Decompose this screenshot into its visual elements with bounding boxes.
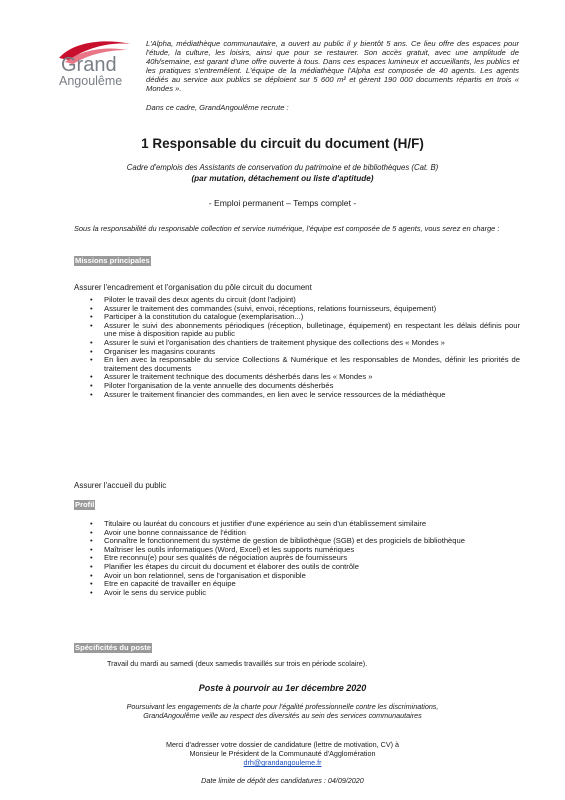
section-heading-specificites: Spécificités du poste	[75, 643, 151, 652]
section-heading-profil: Profil	[75, 500, 95, 509]
grandangouleme-logo	[55, 36, 137, 102]
missions-encadrement-heading: Assurer l'encadrement et l'organisation du pôle circuit du document	[74, 283, 312, 292]
equality-charter: Poursuivant les engagements de la charte pour l'égalité professionnelle contre les discriminations, GrandAngoulême veille au respect des diversités au sein des services communautaires	[126, 702, 439, 720]
bullet-icon: •	[90, 536, 93, 546]
list-item: • En lien avec la responsable du service Collections & Numérique et les responsables de Mondes, définir les priorités de traitement des documents	[90, 355, 520, 373]
bullet-icon: •	[90, 346, 93, 356]
bullet-icon: •	[90, 544, 93, 554]
email-link[interactable]: drh@grandangouleme.fr	[243, 758, 322, 767]
list-item: • Assurer le traitement technique des documents désherbés dans les « Mondes »	[90, 372, 373, 382]
bullet-icon: •	[90, 519, 93, 528]
bullet-icon: •	[90, 295, 93, 304]
bullet-icon: •	[90, 320, 93, 330]
bullet-icon: •	[90, 312, 93, 322]
list-item: • Titulaire ou lauréat du concours et justifier d'une expérience au sein d'un établissement similaire	[90, 519, 427, 528]
recruitment-mode-line: (par mutation, détachement ou liste d'aptitude)	[191, 174, 374, 183]
specificites-text: Travail du mardi au samedi (deux samedis travaillés sur trois en période scolaire).	[107, 659, 368, 668]
list-item: • Assurer le suivi et l'organisation des chantiers de traitement physique des collections des « Mondes »	[90, 337, 445, 347]
bullet-icon: •	[90, 389, 93, 399]
bullet-icon: •	[90, 380, 93, 390]
bullet-icon: •	[90, 372, 93, 382]
bullet-icon: •	[90, 337, 93, 347]
list-item: • Planifier les étapes du circuit du document et élaborer des outils de contrôle	[90, 561, 359, 571]
list-item: • Organiser les magasins courants	[90, 346, 216, 356]
list-item: • Participer à la constitution du catalogue (exemplarisation...)	[90, 312, 304, 322]
missions-list	[90, 296, 520, 399]
bullet-icon: •	[90, 579, 93, 589]
bullet-icon: •	[90, 355, 93, 365]
list-item: • Assurer le suivi des abonnements périodiques (réception, bulletinage, équipement) en respectant les délais définis pour une mise à disposition rapide au public	[90, 320, 520, 339]
profil-list	[90, 520, 520, 597]
logo-text-grand: Grand	[61, 54, 117, 76]
bullet-icon: •	[90, 587, 93, 597]
intro-paragraph: L'Alpha, médiathèque communautaire, a ouvert au public il y bientôt 5 ans. Ce lieu offre des espaces pour l'étude, la culture, les loisirs, ainsi que pour se restaurer. Son accès gratuit, avec une amplitude de 40h/semaine, est garant d'une offre ouverte à tous. Dans ces espaces lumineux et accueillants, les publics et les pratiques s'entremêlent. L'équipe de la médiathèque l'Alpha est composée de 40 agents. Les agents dédiés au service aux publics se déploient sur 5 600 m² et gèrent 190 000 documents répartis en trois « Mondes ».	[146, 39, 519, 93]
list-item: • Piloter le travail des deux agents du circuit (dont l'adjoint)	[90, 295, 296, 304]
page-title: 1 Responsable du circuit du document (H/F)	[141, 136, 424, 151]
list-item: • Assurer le traitement des commandes (suivi, envoi, réceptions, relations fournisseurs, équipement)	[90, 303, 437, 313]
list-item: • Connaître le fonctionnement du système de gestion de bibliothèque (SGB) et des progiciels de bibliothèque	[90, 536, 465, 546]
application-contact: Merci d'adresser votre dossier de candidature (lettre de motivation, CV) à Monsieur le Président de la Communauté d'Agglomération drh@grandangouleme.fr	[165, 740, 400, 767]
list-item: • Piloter l'organisation de la vente annuelle des documents désherbés	[90, 380, 334, 390]
bullet-icon: •	[90, 561, 93, 571]
list-item: • Avoir un bon relationnel, sens de l'organisation et disponible	[90, 570, 306, 580]
intro-recruit-line: Dans ce cadre, GrandAngoulême recrute :	[146, 103, 289, 112]
bullet-icon: •	[90, 527, 93, 537]
start-date-line: Poste à pourvoir au 1er décembre 2020	[198, 683, 367, 693]
list-item: • Maîtriser les outils informatiques (Word, Excel) et les supports numériques	[90, 544, 355, 554]
list-item: • Etre en capacité de travailler en équipe	[90, 579, 236, 589]
list-item: • Assurer le traitement financier des commandes, en lien avec le service ressources de la médiathèque	[90, 389, 446, 399]
bullet-icon: •	[90, 303, 93, 313]
deadline-line: Date limite de dépôt des candidatures : 04/09/2020	[201, 776, 364, 785]
list-item: • Etre reconnu(e) pour ses qualités de négociation auprès de fournisseurs	[90, 553, 348, 563]
section-heading-missions: Missions principales	[75, 256, 150, 265]
employment-type-line: - Emploi permanent – Temps complet -	[208, 198, 357, 208]
logo-text-angouleme: Angoulême	[59, 74, 123, 88]
list-item: • Avoir une bonne connaissance de l'édition	[90, 527, 246, 537]
bullet-icon: •	[90, 570, 93, 580]
job-grade-line: Cadre d'emplois des Assistants de conservation du patrimoine et de bibliothèques (Cat. B)	[126, 163, 439, 172]
lead-paragraph: Sous la responsabilité du responsable collection et service numérique, l'équipe est composée de 5 agents, vous serez en charge :	[74, 224, 500, 233]
list-item: • Avoir le sens du service public	[90, 587, 207, 597]
bullet-icon: •	[90, 553, 93, 563]
missions-accueil-heading: Assurer l'accueil du public	[74, 481, 167, 490]
